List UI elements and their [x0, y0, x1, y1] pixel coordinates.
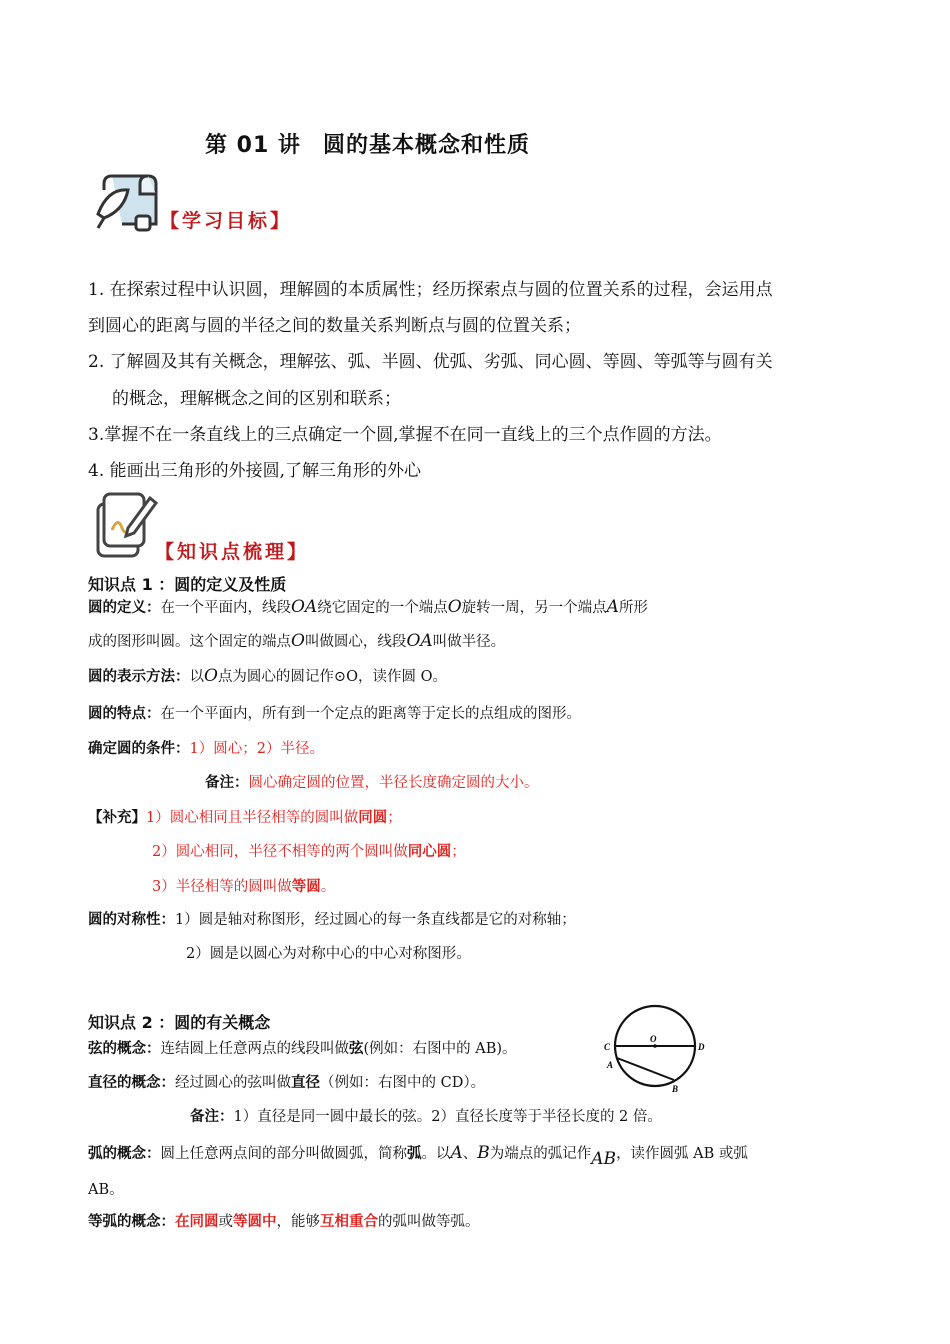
section-label-learning-goals: 【学习目标】 — [160, 210, 293, 232]
kp1-supplement-2: 2）圆心相同，半径不相等的两个圆叫做同心圆； — [152, 844, 466, 860]
goal-line-1: 1. 在探索过程中认识圆，理解圆的本质属性；经历探索点与圆的位置关系的过程，会运用点 — [88, 280, 773, 300]
kp1-supplement-1: 【补充】1）圆心相同且半径相等的圆叫做同圆； — [88, 810, 402, 826]
center-point — [653, 1044, 657, 1048]
notepad-pen-icon — [94, 490, 160, 566]
kp1-feature: 圆的特点：在一个平面内，所有到一个定点的距离等于定长的点组成的图形。 — [88, 706, 581, 722]
scroll-quill-icon — [92, 170, 162, 244]
kp1-condition: 确定圆的条件：1）圆心；2）半径。 — [88, 741, 324, 757]
circle-figure — [600, 998, 710, 1100]
section-label-knowledge-points: 【知识点梳理】 — [155, 541, 310, 563]
kp2-arc-line-1: 弧的概念：圆上任意两点间的部分叫做圆弧，简称弧。以A、B为端点的弧记作AB，读作圆弧 AB 或弧 — [88, 1143, 748, 1169]
kp1-supplement-3: 3）半径相等的圆叫做等圆。 — [152, 879, 336, 895]
label-d: D — [698, 1042, 705, 1052]
kp1-symmetry-1: 圆的对称性：1）圆是轴对称图形，经过圆心的每一条直线都是它的对称轴； — [88, 912, 576, 928]
goal-line-4: 的概念，理解概念之间的区别和联系； — [112, 389, 401, 409]
label-o: O — [650, 1034, 657, 1044]
kp1-heading: 知识点 1 ：圆的定义及性质 — [88, 575, 287, 594]
goal-line-5: 3.掌握不在一条直线上的三点确定一个圆,掌握不在同一直线上的三个点作圆的方法。 — [88, 425, 722, 445]
kp2-arc-line-2: AB。 — [88, 1182, 124, 1198]
label-c: C — [604, 1042, 611, 1052]
kp1-definition-line-2: 成的图形叫圆。这个固定的端点O叫做圆心，线段OA叫做半径。 — [88, 631, 506, 651]
kp2-chord: 弦的概念：连结圆上任意两点的线段叫做弦(例如：右图中的 AB)。 — [88, 1041, 517, 1057]
chord-ab — [617, 1058, 674, 1080]
label-a: A — [607, 1060, 614, 1070]
goal-line-2: 到圆心的距离与圆的半径之间的数量关系判断点与圆的位置关系； — [88, 316, 581, 336]
kp2-heading: 知识点 2 ：圆的有关概念 — [88, 1013, 271, 1032]
page-title: 第 01 讲 圆的基本概念和性质 — [205, 133, 530, 158]
kp2-note: 备注：1）直径是同一圆中最长的弦。2）直径长度等于半径长度的 2 倍。 — [190, 1109, 662, 1125]
kp2-diameter: 直径的概念：经过圆心的弦叫做直径（例如：右图中的 CD）。 — [88, 1075, 486, 1091]
kp2-equal-arc: 等弧的概念：在同圆或等圆中，能够互相重合的弧叫做等弧。 — [88, 1214, 480, 1230]
label-b: B — [672, 1084, 679, 1094]
goal-line-6: 4. 能画出三角形的外接圆,了解三角形的外心 — [88, 461, 422, 481]
goal-line-3: 2. 了解圆及其有关概念，理解弦、弧、半圆、优弧、劣弧、同心圆、等圆、等弧等与圆有关 — [88, 352, 773, 372]
kp1-symmetry-2: 2）圆是以圆心为对称中心的中心对称图形。 — [186, 946, 471, 962]
kp1-definition-line-1: 圆的定义：在一个平面内，线段OA绕它固定的一个端点O旋转一周，另一个端点A所形 — [88, 597, 648, 617]
kp1-note: 备注：圆心确定圆的位置，半径长度确定圆的大小。 — [205, 775, 539, 791]
kp1-notation: 圆的表示方法：以O点为圆心的圆记作⊙O，读作圆 O。 — [88, 666, 447, 686]
